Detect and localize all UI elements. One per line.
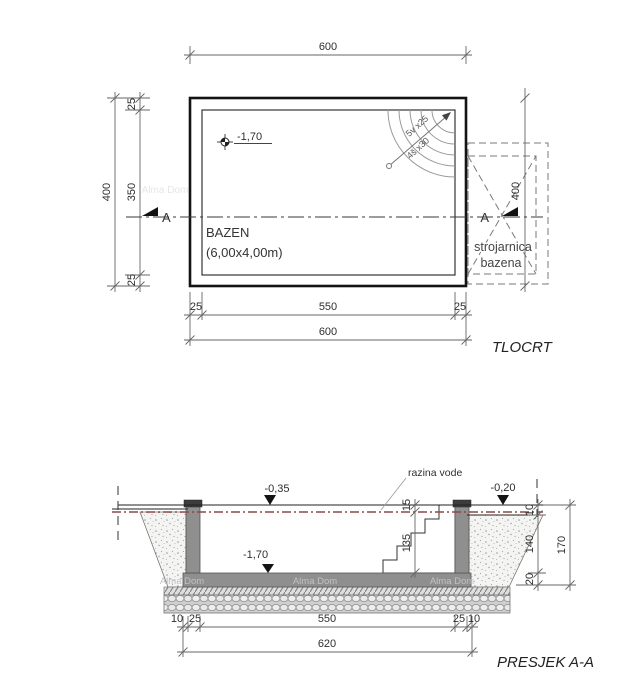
elevation-terrace (490, 482, 515, 505)
machine-room-label-2: bazena (480, 256, 522, 270)
floor-watermark-3: Alma Dom (429, 576, 475, 587)
plan-dim-left-bottom: 25 (126, 273, 138, 287)
elevation-deck (264, 483, 290, 505)
plan-dim-top-label: 600 (318, 41, 338, 53)
elev-floor-label: -1,70 (243, 549, 269, 561)
dim-bottom-l10-label: 10 (170, 613, 184, 625)
plan-spot-elevation (217, 131, 272, 150)
plan-dim-bottom-right: 25 (453, 301, 467, 313)
water-level-label: razina vode (408, 467, 463, 479)
dim-right-top-label: 10 (524, 503, 536, 517)
pool-name-label: BAZEN (206, 225, 250, 240)
dim-bottom-r25-label: 25 (452, 613, 466, 625)
plan-dim-bottom-total: 600 (318, 326, 338, 338)
section-marker-left: A (162, 210, 171, 225)
coping-left (184, 500, 202, 507)
stair-note-risers: 5v x25 (403, 113, 431, 139)
section-title: PRESJEK A-A (497, 654, 594, 671)
section-marker-left-flag (142, 207, 158, 216)
plan-spot-elevation-label: -1,70 (237, 131, 263, 143)
pool-wall-right (455, 505, 469, 573)
plan-dim-bottom-left: 25 (189, 301, 203, 313)
gravel-layer (164, 595, 510, 613)
elev-deck-label: -0,35 (264, 483, 290, 495)
plan-watermark: Alma Dom (141, 185, 189, 196)
floor-watermark-2: Alma Dom (292, 576, 338, 587)
plan-title: TLOCRT (492, 339, 552, 356)
plan-dim-left-mid: 350 (126, 182, 138, 202)
machine-room-label-1: strojarnica (474, 240, 532, 254)
dim-bottom-total-label: 620 (317, 638, 337, 650)
floor-watermark-1: Alma Dom (159, 576, 205, 587)
plan-dim-left-total: 400 (101, 182, 113, 202)
pool-size-label: (6,00x4,00m) (206, 245, 283, 260)
section-cut-line (126, 207, 543, 225)
dim-bottom-l25-label: 25 (188, 613, 202, 625)
coping-right (453, 500, 471, 507)
elev-terrace-label: -0,20 (490, 482, 516, 494)
plan-dim-bottom-mid: 550 (318, 301, 338, 313)
dim-water-depth-label: 135 (401, 533, 413, 553)
dim-right-mid-label: 140 (524, 534, 536, 554)
pool-wall-left (186, 505, 200, 573)
section-stairs (383, 505, 455, 573)
plan-dim-right-label: 400 (510, 181, 522, 201)
section-marker-right: A (480, 210, 489, 225)
plan-view (101, 41, 554, 356)
dim-bottom-r10-label: 10 (467, 613, 481, 625)
elevation-floor (243, 549, 274, 573)
dim-freeboard-label: 15 (401, 498, 413, 512)
lean-concrete-layer (164, 587, 510, 595)
dim-bottom-mid-label: 550 (317, 613, 337, 625)
dim-right-bottom-label: 20 (524, 572, 536, 586)
dim-right-total-label: 170 (556, 535, 568, 555)
plan-dim-left-top: 25 (126, 97, 138, 111)
section-view (112, 467, 594, 671)
stair-note-treads: 4š x30 (404, 135, 432, 161)
